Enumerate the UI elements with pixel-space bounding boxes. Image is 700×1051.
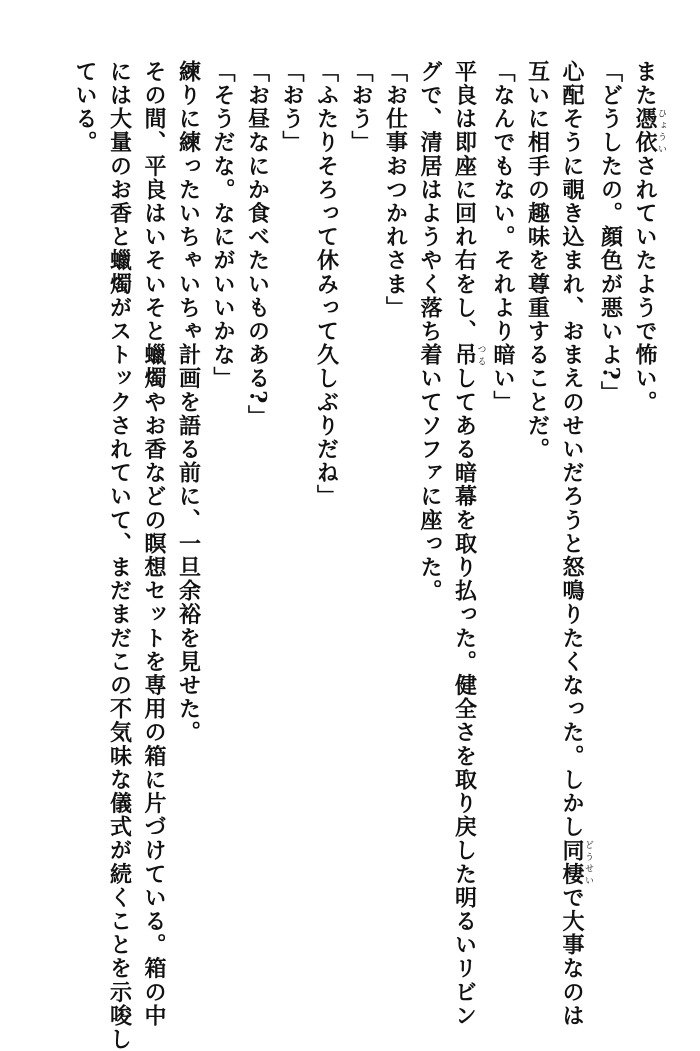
ruby-reading: どうせい [583,838,593,886]
ruby-reading: つる [475,343,486,367]
text-line-6 [447,60,486,1028]
text-line-2: 「どうしたの。顔色が悪いよ?」 [597,60,624,405]
text-line-8: 「お仕事おつかれさま」 [382,60,409,320]
text-segment: また [632,60,658,108]
ruby-word [632,107,666,155]
text-segment: で大事なのは [559,886,585,1028]
text-segment: されていたようで怖い。 [632,154,658,415]
vertical-text-body [68,60,667,1051]
text-line-10: 「ふたりそろって休みって久しぶりだね」 [313,60,340,509]
text-segment: してある暗幕を取り払った。健全さを取り戻した明るいリビン [451,366,478,1028]
text-line-3 [555,60,594,1028]
text-line-14: 練りに練ったいちゃいちゃ計画を語る前に、一旦余裕を見せた。 [175,60,202,745]
text-line-11: 「おう」 [279,60,305,155]
text-line-9: 「おう」 [348,60,374,155]
text-line-17: ている。 [72,60,98,155]
ruby-reading: ひょうい [656,107,666,155]
ruby-base: 同棲 [559,838,585,887]
text-line-1 [628,60,667,972]
ruby-word [559,838,593,887]
ruby-word [451,343,486,367]
text-line-4: 互いに相手の趣味を尊重することだ。 [524,60,551,462]
text-line-13: 「そうだな。なにがいいかな」 [210,60,236,391]
text-segment: 心配そうに覗き込まれ、おまえのせいだろうと怒鳴りたくなった。しかし [559,60,585,839]
text-line-12: 「お昼なにか食べたいものある?」 [244,60,271,429]
text-line-16: には大量のお香と蠟燭がストックされていて、まだまだこの不気味な儀式が続くことを示唆し [106,60,133,1051]
text-segment: 平良は即座に回れ右をし、 [451,60,478,344]
ruby-base: 憑依 [632,107,658,155]
text-line-15: その間、平良はいそいそと蠟燭やお香などの瞑想セットを専用の箱に片づけている。箱の中 [141,60,167,1028]
text-line-7: グで、清居はようやく落ち着いてソファに座った。 [417,60,443,603]
ruby-base: 吊 [451,343,478,367]
text-line-5: 「なんでもない。それより暗い」 [490,60,516,414]
